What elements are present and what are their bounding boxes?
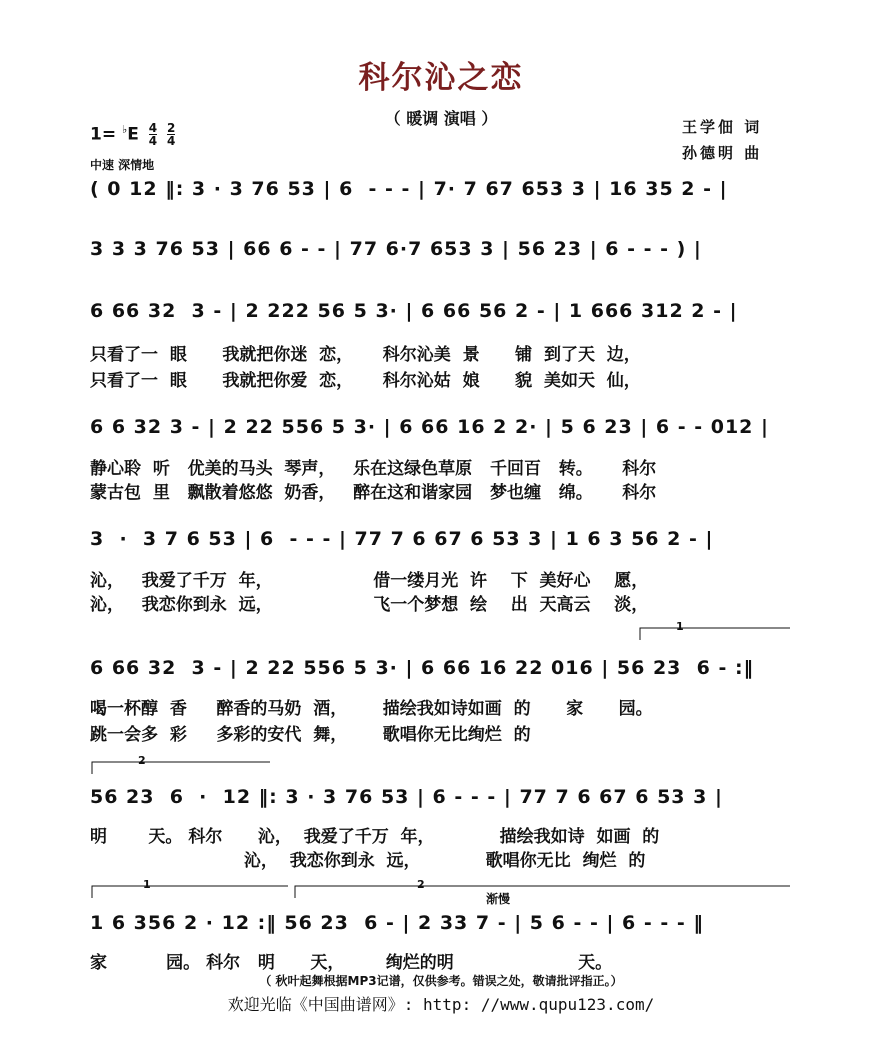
volta-bracket (640, 628, 790, 640)
lyric-line: 家 园。 科尔 明 天， 绚烂的明 天。 (90, 953, 613, 973)
time-signature-2: $\frac{2}{4}$ (167, 121, 176, 148)
lyricist-credit: 王学佃 词 (682, 118, 763, 136)
transcription-note: （ 秋叶起舞根据MP3记谱，仅供参考。错误之处，敬请批评指正。） (259, 974, 623, 988)
volta-bracket (92, 886, 288, 898)
song-title: 科尔沁之恋 (358, 60, 524, 96)
flat-sign: ♭ (122, 122, 128, 136)
volta-bracket (295, 886, 790, 898)
lyric-line: 只看了一 眼 我就把你爱 恋， 科尔沁姑 娘 貌 美如天 仙， (90, 371, 641, 391)
lyric-line: 只看了一 眼 我就把你迷 恋， 科尔沁美 景 铺 到了天 边， (90, 345, 641, 365)
notation-line: 56 23 6 · 12 ‖: 3 · 3 76 53 | 6 - - - | 77 7 6 67 6 53 3 | (90, 786, 723, 808)
key-prefix: 1= (90, 124, 122, 145)
lyric-line: 明 天。 科尔 沁， 我爱了千万 年， 描绘我如诗 如画 的 (90, 827, 660, 847)
lyric-line: 跳一会多 彩 多彩的安代 舞， 歌唱你无比绚烂 的 (90, 725, 531, 745)
composer-credit: 孙德明 曲 (682, 144, 763, 162)
key-note: E (127, 124, 139, 145)
notation-line: 6 66 32 3 - | 2 222 56 5 3· | 6 66 56 2 - | 1 666 312 2 - | (90, 300, 738, 322)
volta-bracket (92, 762, 270, 774)
site-footer: 欢迎光临《中国曲谱网》: http: //www.qupu123.com/ (227, 995, 655, 1014)
notation-line: 6 6 32 3 - | 2 22 556 5 3· | 6 66 16 2 2· | 5 6 23 | 6 - - 012 | (90, 416, 769, 438)
lyric-line: 喝一杯醇 香 醉香的马奶 酒， 描绘我如诗如画 的 家 园。 (90, 699, 653, 719)
lyric-line: 沁， 我爱了千万 年， 借一缕月光 许 下 美好心 愿， (90, 571, 649, 591)
time-signature-1: $\frac{4}{4}$ (148, 121, 158, 148)
volta-label: 1 (143, 878, 151, 891)
notation-line: 1 6 356 2 · 12 :‖ 56 23 6 - | 2 33 7 - | 5 6 - - | 6 - - - ‖ (90, 912, 704, 934)
lyric-line: 蒙古包 里 飘散着悠悠 奶香， 醉在这和谐家园 梦也缠 绵。 科尔 (90, 483, 657, 503)
notation-line: 6 66 32 3 - | 2 22 556 5 3· | 6 66 16 22 016 | 56 23 6 - :‖ (90, 657, 755, 679)
volta-label: 1 (676, 620, 684, 633)
volta-label: 2 (417, 878, 425, 891)
tempo-change: 渐慢 (486, 892, 511, 906)
notation-line: 3 3 3 76 53 | 66 6 - - | 77 6·7 653 3 | 56 23 | 6 - - - ) | (90, 238, 702, 260)
tempo-marking: 中速 深情地 (90, 158, 155, 172)
lyric-line: 静心聆 听 优美的马头 琴声， 乐在这绿色草原 千回百 转。 科尔 (90, 459, 657, 479)
lyric-line: 沁， 我恋你到永 远， 飞一个梦想 绘 出 天高云 淡， (90, 595, 649, 615)
key-signature (90, 122, 175, 147)
notation-line: 3 · 3 7 6 53 | 6 - - - | 77 7 6 67 6 53 3 | 1 6 3 56 2 - | (90, 528, 714, 550)
volta-label: 2 (138, 754, 146, 767)
lyric-line: 沁， 我恋你到永 远， 歌唱你无比 绚烂 的 (90, 851, 646, 871)
notation-line: ( 0 12 ‖: 3 · 3 76 53 | 6 - - - | 7· 7 67 653 3 | 16 35 2 - | (90, 178, 728, 200)
performer-subtitle: （ 暖调 演唱 ） (384, 109, 498, 128)
